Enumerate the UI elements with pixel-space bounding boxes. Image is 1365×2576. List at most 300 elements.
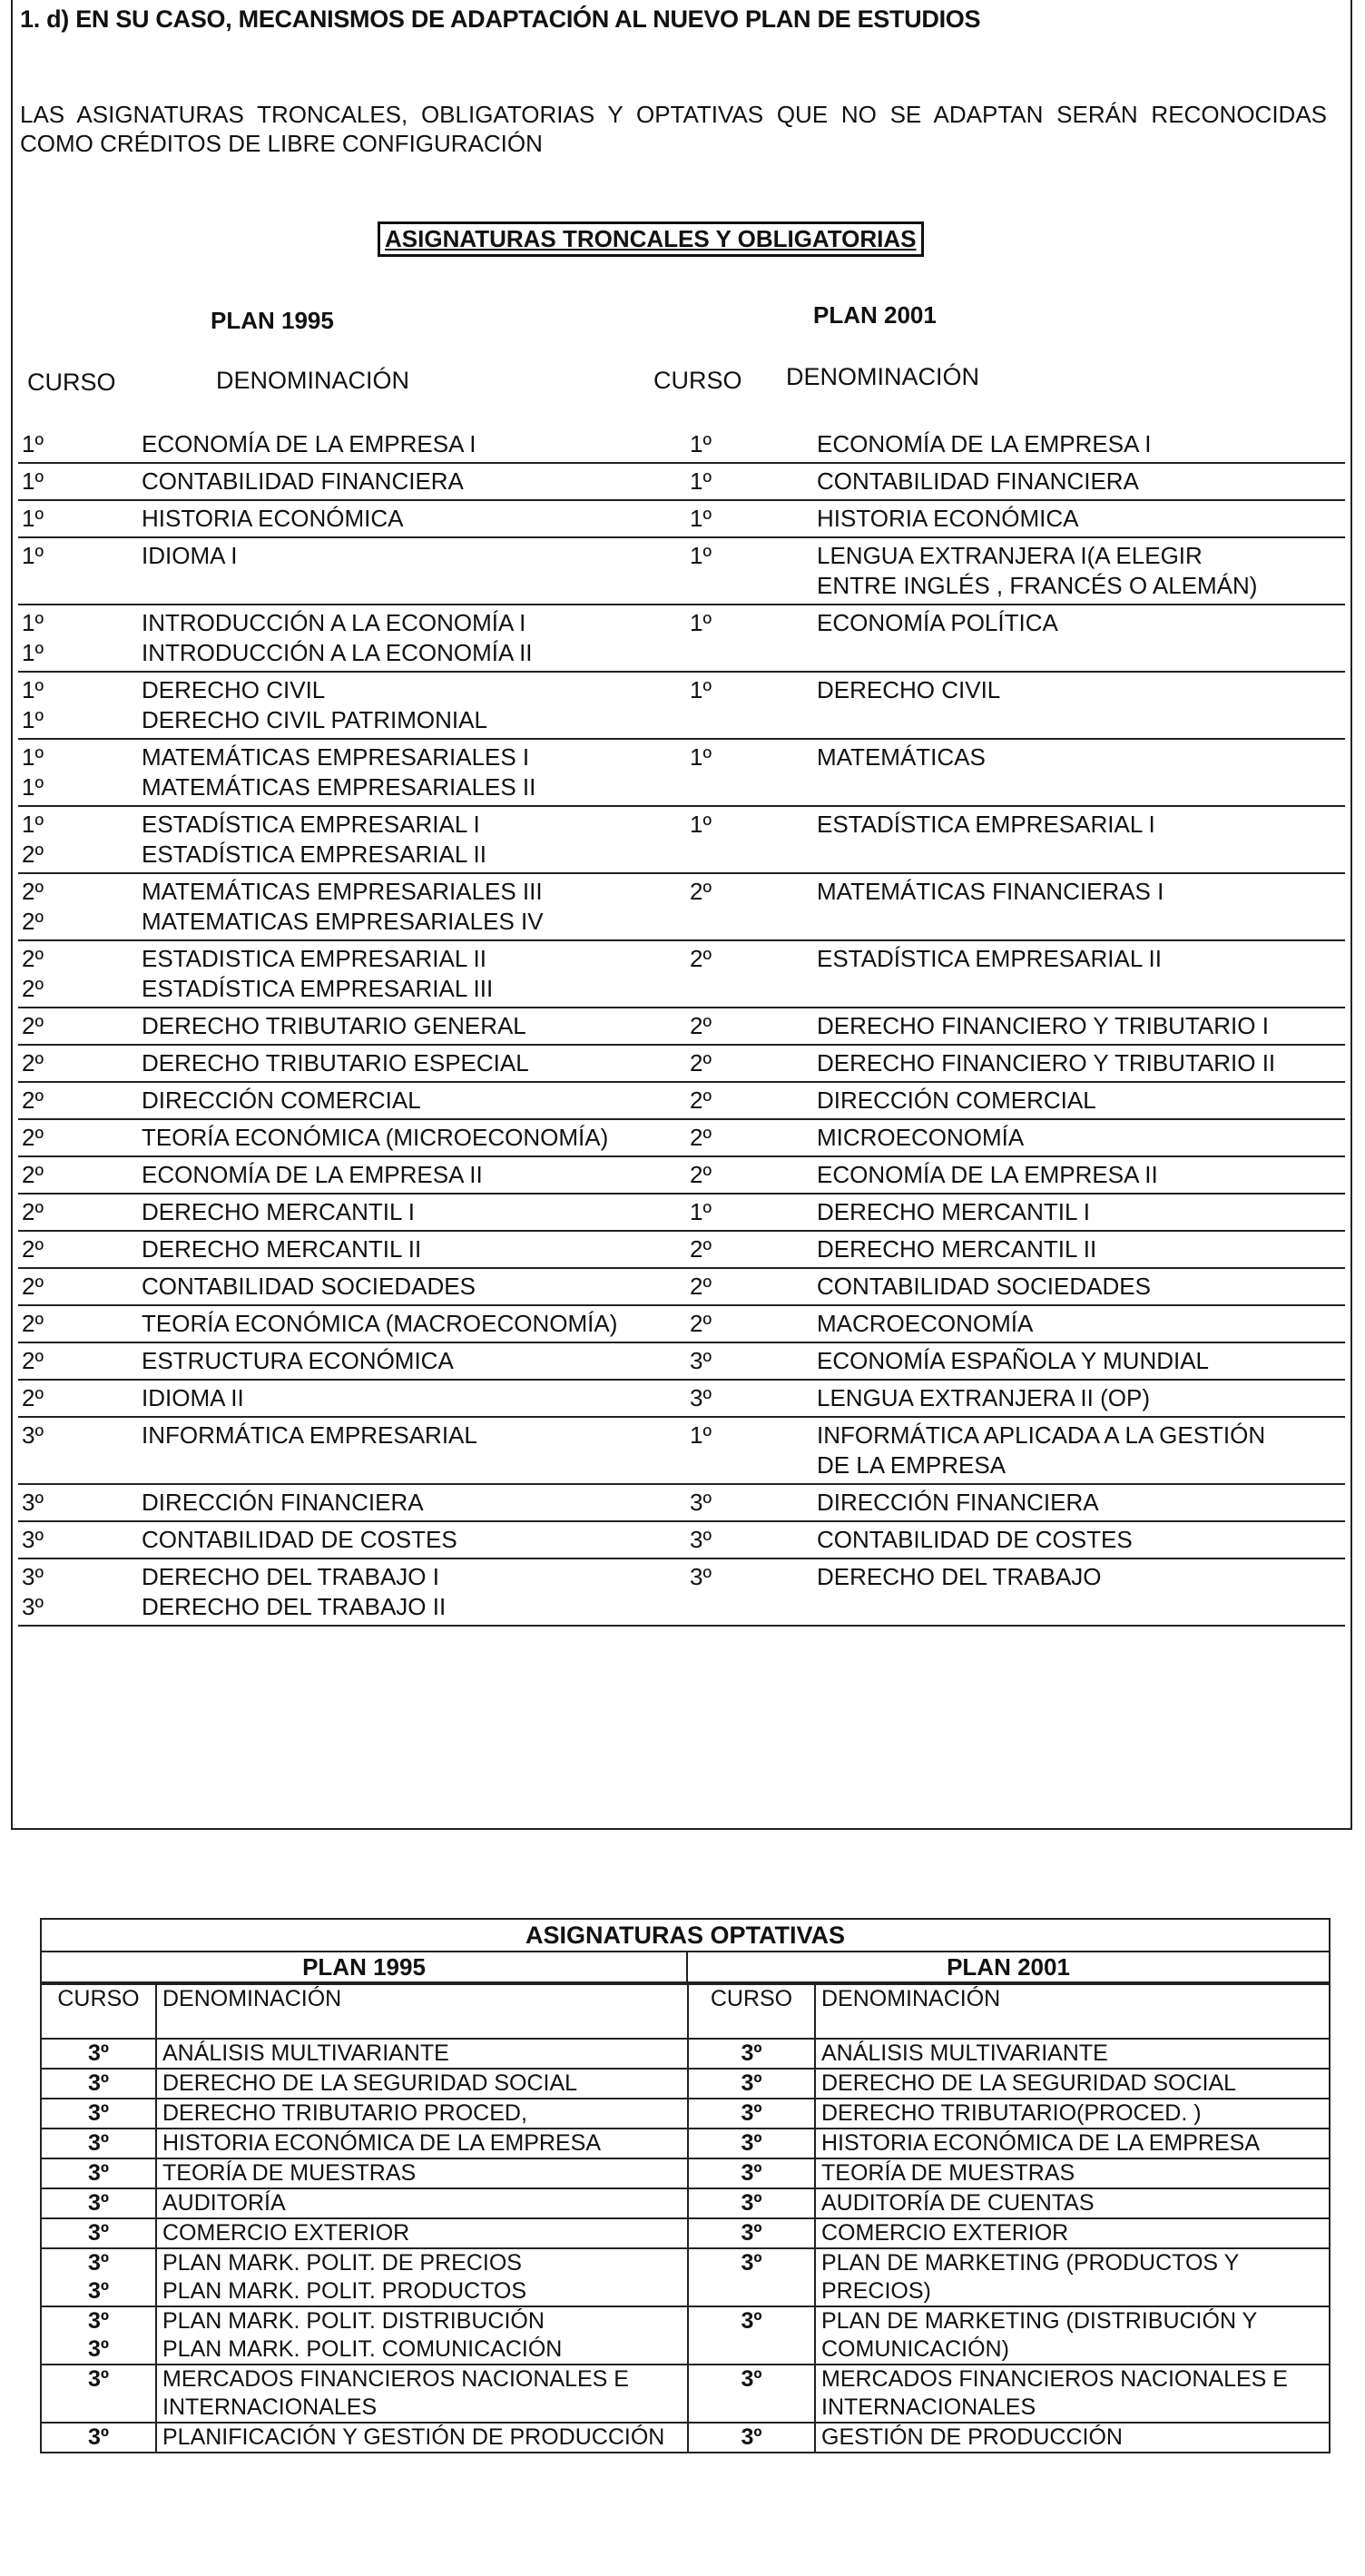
new-curso-cell [690,1234,712,1264]
new-curso-cell [690,944,712,974]
curso-value: 3º [87,2278,110,2304]
subject-name: DERECHO CIVIL PATRIMONIAL [142,706,487,733]
old-curso-cell [42,2099,156,2129]
old-denominacion-cell [156,2069,688,2099]
curso-value: 2º [22,945,44,972]
curso-value: 3º [741,2250,762,2276]
curso-value: 3º [87,2220,110,2246]
old-curso-cell [22,1488,44,1518]
plan-2001-heading: PLAN 2001 [813,301,937,329]
curso-value: 2º [22,1347,44,1374]
old-curso-cell [42,2039,156,2069]
old-curso-cell [22,1160,44,1190]
troncales-row [18,1485,1345,1522]
old-denominacion-cell [156,2423,688,2452]
subject-name: COMERCIO EXTERIOR [821,2220,1069,2246]
subject-name: INTRODUCCIÓN A LA ECONOMÍA II [142,639,533,666]
troncales-row [18,1381,1345,1418]
old-curso-cell [42,2365,156,2423]
curso-value: 2º [22,1012,44,1039]
curso-value: 3º [87,2424,110,2450]
old-denominacion-cell [142,1048,529,1078]
curso-value: 2º [22,908,44,935]
new-curso-cell [688,2423,815,2452]
curso-value: 3º [741,2424,762,2450]
curso-value: 2º [22,841,44,868]
subject-name: DERECHO MERCANTIL I [817,1198,1090,1225]
subject-name: ESTADÍSTICA EMPRESARIAL I [817,811,1155,838]
old-curso-cell [22,1197,44,1227]
troncales-row [18,1008,1345,1046]
curso-value: 3º [741,2308,762,2334]
old-denominacion-cell [142,810,486,870]
old-denominacion-cell [142,1011,526,1041]
optativas-plan-row [42,1952,1329,1983]
curso-value: 2º [22,1049,44,1077]
old-denominacion-cell [156,2039,688,2069]
new-denominacion-cell [817,1197,1343,1227]
old-denominacion-cell [156,2188,688,2218]
optativas-row [42,2188,1329,2218]
new-curso-cell [690,541,712,571]
curso-column-header: CURSO [688,1984,815,2039]
new-denominacion-cell [817,1525,1343,1555]
troncales-row [18,740,1345,807]
old-denominacion-cell [156,2158,688,2188]
subject-name: PLAN MARK. POLIT. PRODUCTOS [162,2278,527,2304]
old-curso-cell [22,608,44,668]
subject-name: DERECHO TRIBUTARIO PROCED, [162,2100,527,2126]
curso-value: 3º [690,1384,712,1411]
new-denominacion-cell [817,504,1343,534]
old-curso-cell [42,2188,156,2218]
new-denominacion-cell [817,1160,1343,1190]
old-denominacion-cell [142,1346,454,1376]
curso-value: 3º [87,2336,110,2362]
old-denominacion-cell [156,2365,688,2423]
old-curso-cell [22,675,44,735]
subject-name: HISTORIA ECONÓMICA [142,505,404,532]
new-denominacion-cell [817,1346,1343,1376]
new-curso-cell [690,1309,712,1339]
optativas-row [42,2365,1329,2423]
curso-value: 1º [22,467,44,495]
curso-value: 3º [22,1563,44,1590]
curso-value: 1º [690,467,712,495]
curso-value: 1º [690,542,712,569]
new-denominacion-cell [817,541,1343,601]
curso-value: 1º [22,542,44,569]
subject-name: ECONOMÍA DE LA EMPRESA II [817,1161,1158,1188]
curso-value: 2º [690,878,712,905]
subject-name: ESTADÍSTICA EMPRESARIAL II [817,945,1162,972]
subject-name: ESTADISTICA EMPRESARIAL II [142,945,486,972]
old-curso-cell [42,2248,156,2306]
old-denominacion-cell [142,1197,415,1227]
subject-name: INTRODUCCIÓN A LA ECONOMÍA I [142,609,526,636]
subject-name: DERECHO DE LA SEGURIDAD SOCIAL [821,2070,1237,2096]
subject-name: CONTABILIDAD SOCIEDADES [142,1273,476,1300]
old-curso-cell [22,1346,44,1376]
new-curso-cell [690,877,712,907]
curso-value: 2º [690,1273,712,1300]
optativas-row [42,2099,1329,2129]
curso-value: 2º [22,1310,44,1337]
subject-name: ESTADÍSTICA EMPRESARIAL I [142,811,480,838]
curso-value: 3º [741,2160,762,2186]
denominacion-column-header-new: DENOMINACIÓN [786,363,980,390]
old-curso-cell [22,1562,44,1622]
old-curso-cell [22,429,44,459]
old-curso-cell [22,742,44,802]
new-denominacion-cell [817,1383,1343,1413]
subject-name: MATEMÁTICAS EMPRESARIALES III [142,878,543,905]
subject-name: DIRECCIÓN FINANCIERA [142,1489,424,1516]
optativas-row [42,2069,1329,2099]
new-curso-cell [690,1123,712,1153]
curso-value: 3º [741,2040,762,2066]
curso-column-header: CURSO [42,1984,156,2039]
subject-name: ANÁLISIS MULTIVARIANTE [821,2040,1108,2066]
optativas-row [42,2158,1329,2188]
curso-value: 2º [22,1198,44,1225]
curso-value: 2º [690,945,712,972]
troncales-table [18,427,1345,1627]
subject-name: TEORÍA DE MUESTRAS [162,2160,417,2186]
subject-name: AUDITORÍA DE CUENTAS [821,2190,1095,2216]
subject-name: AUDITORÍA [162,2190,286,2216]
old-curso-cell [22,877,44,937]
troncales-row [18,807,1345,874]
old-denominacion-cell [142,1488,424,1518]
subject-name: COMERCIO EXTERIOR [162,2220,410,2246]
subject-name: MICROECONOMÍA [817,1124,1025,1151]
new-curso-cell [690,810,712,840]
optativas-header-row [42,1984,1329,2039]
curso-value: 1º [22,639,44,666]
new-curso-cell [690,1160,712,1190]
curso-value: 3º [87,2040,110,2066]
curso-value: 1º [22,773,44,801]
old-denominacion-cell [142,1272,476,1302]
troncales-row [18,464,1345,501]
optativas-box [40,1918,1331,2453]
subject-name: DERECHO TRIBUTARIO ESPECIAL [142,1049,529,1077]
new-curso-cell [688,2306,815,2365]
curso-value: 3º [22,1526,44,1553]
new-curso-cell [690,1272,712,1302]
new-denominacion-cell [817,742,1343,772]
optativas-table [42,1983,1329,2452]
new-denominacion-cell [817,1309,1343,1339]
old-denominacion-cell [142,1525,457,1555]
subject-name: MATEMÁTICAS EMPRESARIALES I [142,743,530,771]
new-curso-cell [690,467,712,497]
curso-value: 2º [22,1161,44,1188]
troncales-row [18,1418,1345,1485]
new-curso-cell [688,2158,815,2188]
curso-value: 2º [690,1310,712,1337]
subject-name: MERCADOS FINANCIEROS NACIONALES E INTERNACIONALES [162,2366,629,2420]
subject-name: LENGUA EXTRANJERA I(A ELEGIR [817,542,1203,569]
troncales-row [18,1343,1345,1381]
new-denominacion-cell [817,810,1343,840]
curso-value: 1º [690,811,712,838]
curso-value: 2º [690,1086,712,1114]
subject-name: DERECHO DEL TRABAJO [817,1563,1102,1590]
old-curso-cell [22,467,44,497]
curso-value: 3º [87,2308,110,2334]
troncales-row [18,605,1345,673]
subject-name: DERECHO DEL TRABAJO II [142,1593,447,1620]
curso-value: 2º [22,1124,44,1151]
curso-value: 1º [690,1421,712,1449]
new-curso-cell [688,2188,815,2218]
old-denominacion-cell [142,877,544,937]
subject-name: DIRECCIÓN COMERCIAL [817,1086,1096,1114]
section-header: 1. d) EN SU CASO, MECANISMOS DE ADAPTACIÓN AL NUEVO PLAN DE ESTUDIOS [20,5,981,33]
curso-value: 3º [741,2366,762,2392]
subject-name: IDIOMA II [142,1384,244,1411]
old-denominacion-cell [156,2248,688,2306]
subject-name: ECONOMÍA DE LA EMPRESA I [817,430,1152,457]
new-denominacion-cell [815,2218,1329,2248]
troncales-title: ASIGNATURAS TRONCALES Y OBLIGATORIAS [378,221,924,257]
new-denominacion-cell [815,2306,1329,2365]
old-denominacion-cell [142,1086,421,1116]
intro-paragraph: LAS ASIGNATURAS TRONCALES, OBLIGATORIAS Y OPTATIVAS QUE NO SE ADAPTAN SERÁN RECONOCIDAS COMO CRÉDITOS DE LIBRE CONFIGURACIÓN [20,101,1327,157]
new-curso-cell [690,429,712,459]
new-curso-cell [690,608,712,638]
subject-name: ENTRE INGLÉS , FRANCÉS O ALEMÁN) [817,572,1258,599]
curso-value: 3º [87,2366,110,2392]
subject-name: DERECHO DE LA SEGURIDAD SOCIAL [162,2070,578,2096]
curso-value: 2º [22,975,44,1002]
curso-value: 3º [87,2070,110,2096]
troncales-row [18,941,1345,1008]
plan-1995-heading: PLAN 1995 [211,307,334,334]
old-denominacion-cell [142,944,493,1004]
troncales-row [18,1120,1345,1157]
curso-value: 3º [22,1421,44,1449]
curso-value: 3º [690,1563,712,1590]
new-curso-cell [688,2039,815,2069]
subject-name: INFORMÁTICA EMPRESARIAL [142,1421,477,1449]
old-denominacion-cell [142,1123,608,1153]
old-curso-cell [22,1011,44,1041]
curso-value: 2º [22,1086,44,1114]
old-curso-cell [42,2218,156,2248]
troncales-row [18,1083,1345,1120]
old-curso-cell [42,2129,156,2158]
subject-name: MATEMÁTICAS EMPRESARIALES II [142,773,536,801]
old-curso-cell [22,1525,44,1555]
subject-name: ECONOMÍA POLÍTICA [817,609,1058,636]
subject-name: DERECHO FINANCIERO Y TRIBUTARIO I [817,1012,1269,1039]
old-curso-cell [22,1234,44,1264]
subject-name: DERECHO TRIBUTARIO(PROCED. ) [821,2100,1202,2126]
curso-value: 1º [22,609,44,636]
curso-value: 3º [690,1489,712,1516]
old-denominacion-cell [142,541,237,571]
old-denominacion-cell [142,429,476,459]
curso-value: 1º [690,609,712,636]
old-curso-cell [22,504,44,534]
subject-name: ESTRUCTURA ECONÓMICA [142,1347,454,1374]
subject-name: CONTABILIDAD FINANCIERA [817,467,1139,495]
curso-value: 2º [690,1124,712,1151]
subject-name: HISTORIA ECONÓMICA [817,505,1079,532]
subject-name: HISTORIA ECONÓMICA DE LA EMPRESA [162,2130,601,2156]
new-curso-cell [688,2248,815,2306]
troncales-row [18,501,1345,538]
new-denominacion-cell [817,429,1343,459]
subject-name: DERECHO MERCANTIL I [142,1198,415,1225]
optativas-row [42,2423,1329,2452]
denominacion-column-header: DENOMINACIÓN [156,1984,688,2039]
old-curso-cell [22,541,44,571]
troncales-row [18,1232,1345,1269]
old-curso-cell [42,2423,156,2452]
curso-column-header-old: CURSO [27,369,116,396]
subject-name: MATEMÁTICAS [817,743,986,771]
troncales-row [18,1195,1345,1232]
new-denominacion-cell [815,2099,1329,2129]
curso-value: 2º [690,1161,712,1188]
old-curso-cell [42,2306,156,2365]
new-curso-cell [690,1086,712,1116]
curso-value: 1º [22,505,44,532]
old-denominacion-cell [142,467,464,497]
new-denominacion-cell [815,2069,1329,2099]
new-denominacion-cell [817,1421,1343,1480]
new-curso-cell [688,2218,815,2248]
new-curso-cell [688,2069,815,2099]
subject-name: IDIOMA I [142,542,238,569]
subject-name: PLAN DE MARKETING (PRODUCTOS Y PRECIOS) [821,2250,1239,2304]
new-denominacion-cell [817,675,1343,705]
subject-name: MATEMÁTICAS FINANCIERAS I [817,878,1164,905]
curso-value: 3º [87,2160,110,2186]
old-denominacion-cell [142,608,533,668]
old-curso-cell [22,1272,44,1302]
curso-value: 3º [87,2250,110,2276]
subject-name: DERECHO FINANCIERO Y TRIBUTARIO II [817,1049,1276,1077]
curso-value: 3º [87,2130,110,2156]
old-denominacion-cell [142,1562,446,1622]
new-denominacion-cell [815,2158,1329,2188]
new-denominacion-cell [815,2423,1329,2452]
old-denominacion-cell [156,2099,688,2129]
subject-name: ESTADÍSTICA EMPRESARIAL III [142,975,494,1002]
curso-value: 3º [741,2100,762,2126]
old-curso-cell [22,1309,44,1339]
subject-name: DERECHO CIVIL [142,676,326,703]
new-denominacion-cell [817,1086,1343,1116]
optativas-plan-1995: PLAN 1995 [42,1952,688,1981]
denominacion-column-header-old: DENOMINACIÓN [216,367,410,394]
new-curso-cell [690,1383,712,1413]
curso-value: 1º [690,505,712,532]
curso-value: 1º [22,811,44,838]
subject-name: DERECHO TRIBUTARIO GENERAL [142,1012,526,1039]
subject-name: TEORÍA ECONÓMICA (MACROECONOMÍA) [142,1310,618,1337]
troncales-row [18,1157,1345,1195]
curso-value: 2º [22,1384,44,1411]
old-curso-cell [22,1421,44,1450]
old-denominacion-cell [142,1309,617,1339]
subject-name: PLANIFICACIÓN Y GESTIÓN DE PRODUCCIÓN [162,2424,665,2450]
subject-name: TEORÍA ECONÓMICA (MICROECONOMÍA) [142,1124,609,1151]
new-curso-cell [690,1488,712,1518]
curso-value: 2º [22,878,44,905]
new-curso-cell [690,1525,712,1555]
optativas-row [42,2306,1329,2365]
new-curso-cell [690,1346,712,1376]
new-denominacion-cell [817,1011,1343,1041]
curso-value: 2º [690,1012,712,1039]
old-denominacion-cell [142,742,535,802]
subject-name: ESTADÍSTICA EMPRESARIAL II [142,841,486,868]
new-denominacion-cell [815,2188,1329,2218]
curso-value: 3º [690,1526,712,1553]
new-denominacion-cell [817,944,1343,974]
troncales-row [18,673,1345,740]
troncales-row [18,1522,1345,1559]
optativas-title: ASIGNATURAS OPTATIVAS [42,1920,1329,1952]
curso-value: 1º [22,430,44,457]
subject-name: PLAN MARK. POLIT. DISTRIBUCIÓN [162,2308,545,2334]
old-curso-cell [22,1048,44,1078]
new-denominacion-cell [815,2365,1329,2423]
new-denominacion-cell [817,1234,1343,1264]
curso-value: 3º [741,2130,762,2156]
old-denominacion-cell [156,2306,688,2365]
new-curso-cell [688,2129,815,2158]
troncales-row [18,1046,1345,1083]
subject-name: DERECHO DEL TRABAJO I [142,1563,439,1590]
curso-value: 2º [690,1049,712,1077]
new-denominacion-cell [817,1272,1343,1302]
old-curso-cell [22,1123,44,1153]
subject-name: ECONOMÍA DE LA EMPRESA I [142,430,476,457]
optativas-row [42,2129,1329,2158]
old-denominacion-cell [142,675,487,735]
old-curso-cell [22,1383,44,1413]
subject-name: PLAN DE MARKETING (DISTRIBUCIÓN Y COMUNICACIÓN) [821,2308,1257,2362]
new-denominacion-cell [817,1123,1343,1153]
subject-name: DERECHO MERCANTIL II [142,1235,422,1263]
curso-value: 3º [22,1489,44,1516]
new-denominacion-cell [817,1048,1343,1078]
curso-value: 3º [741,2190,762,2216]
curso-value: 2º [690,1235,712,1263]
subject-name: DIRECCIÓN FINANCIERA [817,1489,1099,1516]
curso-value: 3º [87,2190,110,2216]
subject-name: TEORÍA DE MUESTRAS [821,2160,1075,2186]
curso-value: 1º [690,676,712,703]
subject-name: PLAN MARK. POLIT. DE PRECIOS [162,2250,522,2276]
subject-name: MACROECONOMÍA [817,1310,1034,1337]
curso-value: 2º [22,1235,44,1263]
subject-name: GESTIÓN DE PRODUCCIÓN [821,2424,1123,2450]
curso-value: 1º [22,706,44,733]
curso-column-header-new: CURSO [653,367,742,394]
optativas-row [42,2248,1329,2306]
new-denominacion-cell [815,2039,1329,2069]
subject-name: LENGUA EXTRANJERA II (OP) [817,1384,1150,1411]
new-curso-cell [688,2099,815,2129]
